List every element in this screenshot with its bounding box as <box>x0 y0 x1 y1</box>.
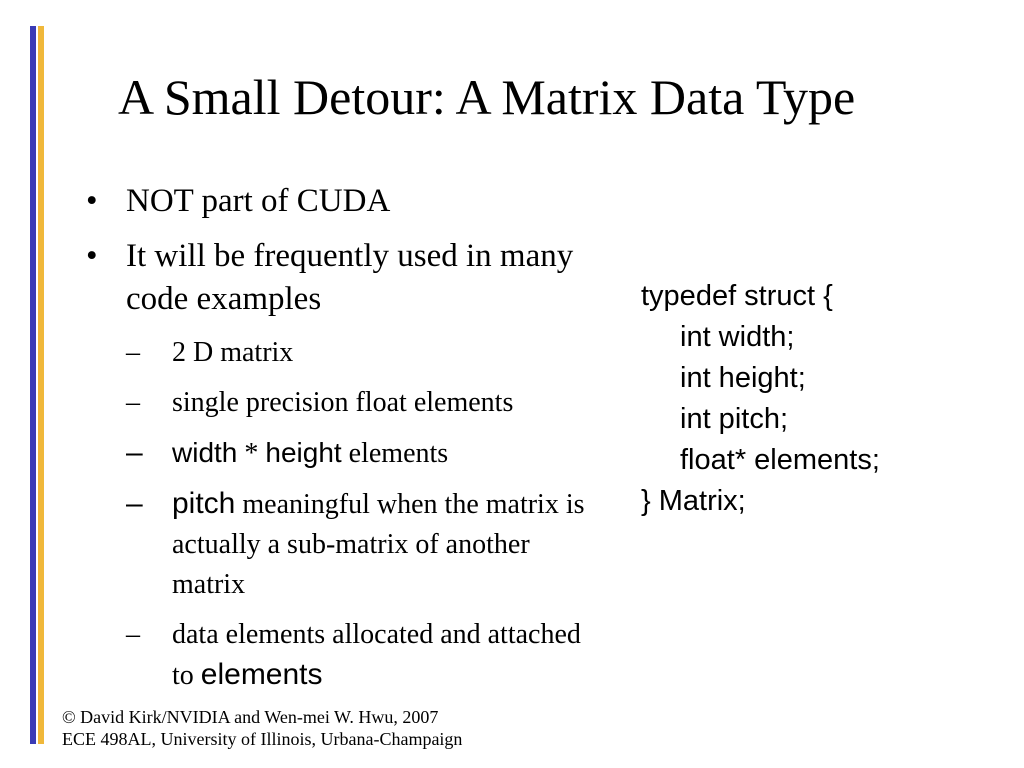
code-line: } Matrix; <box>641 485 746 517</box>
sub-bullet-item <box>126 333 596 373</box>
sub-bullet-text: elements <box>341 438 449 469</box>
bullet-item <box>86 235 596 321</box>
bullet-item <box>86 180 596 223</box>
bullet-dot-icon: • <box>86 238 98 274</box>
sub-bullet-text: data elements allocated and attached to <box>172 619 581 691</box>
left-stripe-gold <box>38 26 44 744</box>
slide-title: A Small Detour: A Matrix Data Type <box>118 69 856 125</box>
code-line: int height; <box>680 362 806 394</box>
bullet-text: NOT part of CUDA <box>126 183 391 219</box>
code-term-elements: elements <box>200 658 323 691</box>
left-stripe-blue <box>30 26 36 744</box>
sub-bullet-text: * <box>237 438 266 469</box>
sub-bullet-item <box>126 383 596 423</box>
sub-bullet-item <box>126 484 596 605</box>
struct-code-block <box>641 276 880 522</box>
code-term-width: width <box>172 437 238 468</box>
bullet-text: It will be frequently used in many code examples <box>126 238 574 317</box>
code-line: float* elements; <box>680 444 880 476</box>
sub-bullet-text: 2 D matrix <box>172 337 294 368</box>
code-line: int width; <box>680 321 795 353</box>
dash-icon: – <box>126 387 140 418</box>
code-line: typedef struct { <box>641 280 833 312</box>
dash-icon: – <box>126 337 140 368</box>
code-term-pitch: pitch <box>172 487 236 520</box>
dash-icon: – <box>126 487 143 520</box>
sub-bullet-text: meaningful when the matrix is actually a sub-matrix of another matrix <box>172 489 585 600</box>
footer-copyright <box>62 706 462 750</box>
sub-bullet-item <box>126 433 596 474</box>
footer-line: ECE 498AL, University of Illinois, Urbana-Champaign <box>62 729 463 749</box>
dash-icon: – <box>126 619 140 650</box>
bullet-dot-icon: • <box>86 183 98 219</box>
sub-bullet-text: single precision float elements <box>172 387 514 418</box>
bullet-list <box>86 180 596 706</box>
footer-line: © David Kirk/NVIDIA and Wen-mei W. Hwu, 2007 <box>62 707 439 727</box>
dash-icon: – <box>126 436 143 469</box>
code-line: int pitch; <box>680 403 788 435</box>
code-term-height: height <box>265 437 342 468</box>
sub-bullet-item <box>126 615 596 696</box>
